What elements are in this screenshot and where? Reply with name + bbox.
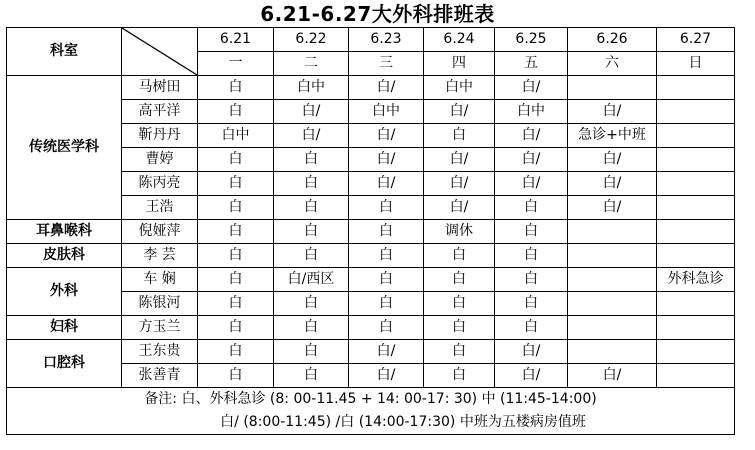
staff-name: 陈银河 bbox=[122, 292, 198, 316]
shift-cell: 白/ bbox=[568, 364, 657, 388]
shift-cell bbox=[657, 196, 735, 220]
date-header: 6.27 bbox=[657, 28, 735, 52]
shift-cell: 白中 bbox=[198, 124, 274, 148]
shift-cell: 白中 bbox=[495, 100, 568, 124]
shift-cell: 白 bbox=[198, 340, 274, 364]
schedule-table bbox=[6, 27, 735, 435]
staff-name: 陈丙亮 bbox=[122, 172, 198, 196]
department-name: 妇科 bbox=[7, 316, 122, 340]
shift-cell: 白 bbox=[424, 292, 495, 316]
dept-header: 科室 bbox=[7, 28, 122, 76]
shift-cell: 白 bbox=[349, 220, 424, 244]
shift-cell bbox=[657, 100, 735, 124]
staff-row bbox=[7, 316, 735, 340]
department-name: 皮肤科 bbox=[7, 244, 122, 268]
staff-name: 王浩 bbox=[122, 196, 198, 220]
shift-cell: 白 bbox=[198, 364, 274, 388]
shift-cell: 白 bbox=[198, 100, 274, 124]
shift-cell: 白 bbox=[349, 316, 424, 340]
shift-cell: 白 bbox=[198, 292, 274, 316]
shift-cell: 白 bbox=[495, 268, 568, 292]
shift-cell bbox=[657, 292, 735, 316]
staff-name: 王东贵 bbox=[122, 340, 198, 364]
date-header: 6.24 bbox=[424, 28, 495, 52]
shift-cell: 白 bbox=[424, 340, 495, 364]
shift-cell: 白 bbox=[274, 220, 349, 244]
shift-cell bbox=[568, 340, 657, 364]
shift-cell: 白 bbox=[274, 172, 349, 196]
department-name: 传统医学科 bbox=[7, 76, 122, 220]
shift-cell: 白/ bbox=[349, 340, 424, 364]
date-header: 6.21 bbox=[198, 28, 274, 52]
shift-cell bbox=[657, 172, 735, 196]
notes-row bbox=[7, 388, 735, 435]
shift-cell: 白/ bbox=[349, 148, 424, 172]
staff-row bbox=[7, 76, 735, 100]
shift-cell: 白 bbox=[198, 172, 274, 196]
shift-cell: 白 bbox=[198, 244, 274, 268]
staff-name: 靳丹丹 bbox=[122, 124, 198, 148]
shift-cell: 白/ bbox=[568, 172, 657, 196]
weekday-header: 二 bbox=[274, 52, 349, 76]
shift-cell bbox=[657, 316, 735, 340]
schedule-title: 6.21-6.27大外科排班表 bbox=[260, 2, 495, 26]
shift-cell: 白 bbox=[349, 268, 424, 292]
shift-cell: 白/ bbox=[349, 172, 424, 196]
staff-name: 曹婷 bbox=[122, 148, 198, 172]
shift-cell: 白/ bbox=[424, 148, 495, 172]
shift-cell bbox=[657, 340, 735, 364]
shift-cell: 白/ bbox=[424, 100, 495, 124]
shift-cell: 白 bbox=[198, 316, 274, 340]
staff-row bbox=[7, 340, 735, 364]
shift-cell: 白 bbox=[424, 268, 495, 292]
shift-cell: 白 bbox=[274, 340, 349, 364]
staff-row bbox=[7, 244, 735, 268]
shift-cell bbox=[657, 124, 735, 148]
shift-cell bbox=[568, 292, 657, 316]
shift-cell: 白 bbox=[349, 292, 424, 316]
shift-cell: 白/ bbox=[274, 100, 349, 124]
notes-cell bbox=[7, 388, 735, 435]
shift-cell: 白 bbox=[274, 364, 349, 388]
shift-cell bbox=[657, 364, 735, 388]
shift-cell: 白/ bbox=[495, 124, 568, 148]
shift-cell bbox=[568, 268, 657, 292]
notes-line-2: 白/ (8:00-11:45) /白 (14:00-17:30) 中班为五楼病房值班 bbox=[220, 414, 586, 430]
shift-cell: 白 bbox=[274, 316, 349, 340]
shift-cell: 白/ bbox=[495, 340, 568, 364]
weekday-header: 四 bbox=[424, 52, 495, 76]
shift-cell: 白 bbox=[274, 292, 349, 316]
staff-name: 马树田 bbox=[122, 76, 198, 100]
shift-cell: 白 bbox=[495, 292, 568, 316]
shift-cell bbox=[657, 220, 735, 244]
weekday-header: 六 bbox=[568, 52, 657, 76]
shift-cell: 白 bbox=[198, 220, 274, 244]
shift-cell: 白 bbox=[424, 244, 495, 268]
staff-name: 李 芸 bbox=[122, 244, 198, 268]
shift-cell: 白/ bbox=[495, 364, 568, 388]
shift-cell bbox=[568, 316, 657, 340]
staff-row bbox=[7, 220, 735, 244]
shift-cell bbox=[568, 220, 657, 244]
shift-cell: 白 bbox=[495, 220, 568, 244]
shift-cell bbox=[657, 244, 735, 268]
shift-cell: 白/ bbox=[349, 124, 424, 148]
shift-cell: 白/ bbox=[568, 196, 657, 220]
staff-row bbox=[7, 268, 735, 292]
shift-cell: 白/ bbox=[274, 124, 349, 148]
department-name: 口腔科 bbox=[7, 340, 122, 388]
shift-cell: 白中 bbox=[349, 100, 424, 124]
shift-cell: 白/ bbox=[568, 100, 657, 124]
shift-cell: 白中 bbox=[424, 76, 495, 100]
shift-cell bbox=[657, 76, 735, 100]
date-header: 6.23 bbox=[349, 28, 424, 52]
shift-cell: 白 bbox=[198, 76, 274, 100]
date-header: 6.25 bbox=[495, 28, 568, 52]
shift-cell: 白 bbox=[495, 244, 568, 268]
shift-cell: 外科急诊 bbox=[657, 268, 735, 292]
shift-cell: 白 bbox=[198, 148, 274, 172]
shift-cell: 白 bbox=[424, 124, 495, 148]
shift-cell: 白/ bbox=[495, 148, 568, 172]
shift-cell: 白/ bbox=[424, 172, 495, 196]
shift-cell: 白 bbox=[198, 268, 274, 292]
shift-cell: 白中 bbox=[274, 76, 349, 100]
shift-cell: 白/ bbox=[349, 76, 424, 100]
weekday-header: 三 bbox=[349, 52, 424, 76]
shift-cell: 白/ bbox=[424, 196, 495, 220]
shift-cell: 白/ bbox=[495, 172, 568, 196]
weekday-header: 五 bbox=[495, 52, 568, 76]
staff-name: 倪娅萍 bbox=[122, 220, 198, 244]
shift-cell: 白 bbox=[198, 196, 274, 220]
shift-cell bbox=[568, 76, 657, 100]
shift-cell: 白/ bbox=[568, 148, 657, 172]
department-name: 外科 bbox=[7, 268, 122, 316]
staff-name: 张善青 bbox=[122, 364, 198, 388]
shift-cell: 白 bbox=[424, 364, 495, 388]
diagonal-line bbox=[122, 28, 197, 75]
department-name: 耳鼻喉科 bbox=[7, 220, 122, 244]
shift-cell: 白/ bbox=[349, 364, 424, 388]
shift-cell: 白 bbox=[349, 196, 424, 220]
staff-name: 高平洋 bbox=[122, 100, 198, 124]
weekday-header: 日 bbox=[657, 52, 735, 76]
shift-cell: 白 bbox=[495, 196, 568, 220]
shift-cell: 白 bbox=[424, 316, 495, 340]
date-header: 6.22 bbox=[274, 28, 349, 52]
staff-name: 车 娴 bbox=[122, 268, 198, 292]
shift-cell: 白 bbox=[349, 244, 424, 268]
shift-cell: 调休 bbox=[424, 220, 495, 244]
shift-cell: 白/西区 bbox=[274, 268, 349, 292]
diagonal-header-cell bbox=[122, 28, 198, 76]
date-header: 6.26 bbox=[568, 28, 657, 52]
date-header-row bbox=[7, 28, 735, 52]
shift-cell bbox=[568, 244, 657, 268]
notes-line-1: 备注: 白、外科急诊 (8: 00-11.45 + 14: 00-17: 30) 中 (11:45-14:00) bbox=[144, 391, 597, 407]
shift-cell bbox=[657, 148, 735, 172]
shift-cell: 急诊+中班 bbox=[568, 124, 657, 148]
shift-cell: 白 bbox=[274, 148, 349, 172]
shift-cell: 白 bbox=[274, 196, 349, 220]
shift-cell: 白 bbox=[495, 316, 568, 340]
staff-name: 方玉兰 bbox=[122, 316, 198, 340]
weekday-header: 一 bbox=[198, 52, 274, 76]
shift-cell: 白/ bbox=[495, 76, 568, 100]
shift-cell: 白 bbox=[274, 244, 349, 268]
